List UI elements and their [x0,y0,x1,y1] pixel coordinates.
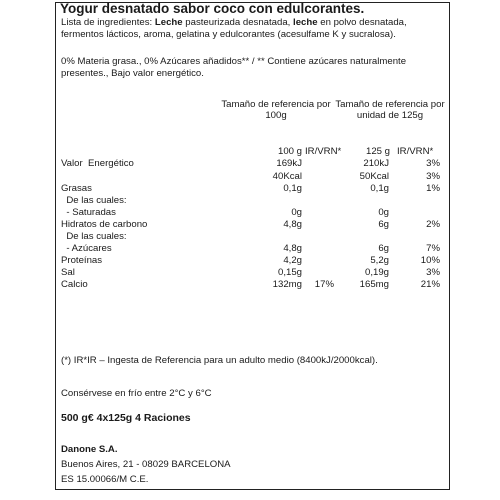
value-per-100g: 4,2g [283,255,302,266]
nutrient-label: Calcio [61,279,88,290]
value-per-100g: 0g [291,207,302,218]
nutrient-label: De las cuales: [61,195,127,206]
header-per-100g-line2: 100g [265,110,287,121]
nutrition-claims: 0% Materia grasa., 0% Azúcares añadidos** / ** Contiene azúcares naturalmente presentes., Bajo valor energético. [61,56,407,80]
company-registry: ES 15.00066/M C.E. [61,474,149,485]
nutrient-label: Hidratos de carbono [61,219,148,230]
value-per-125g: 6g [378,219,389,230]
nutrient-label: - Azúcares [61,243,112,254]
nutrient-label: De las cuales: [61,231,127,242]
ir-per-125g: 7% [426,243,440,254]
net-quantity: 500 g€ 4x125g 4 Raciones [61,412,191,424]
ir-per-125g: 1% [426,183,440,194]
subheader-125g: 125 g [365,146,390,157]
value-per-100g: 132mg [272,279,302,290]
value-per-100g: 4,8g [283,219,302,230]
value-per-125g: 0g [378,207,389,218]
storage-instructions: Consérvese en frío entre 2°C y 6°C [61,388,212,399]
value-per-100g: 169kJ [276,158,302,169]
nutrient-label: Sal [61,267,75,278]
header-per-125g-line1: Tamaño de referencia por [335,99,445,110]
value-per-125g: 50Kcal [359,171,389,182]
header-per-125g-line2: unidad de 125g [356,110,424,121]
ir-per-125g: 3% [426,158,440,169]
company-name: Danone S.A. [61,444,118,455]
ir-per-125g: 3% [426,267,440,278]
subheader-irvrn-100g: IR/VRN* [305,146,342,157]
value-per-100g: 4,8g [283,243,302,254]
value-per-125g: 5,2g [370,255,389,266]
header-per-125g [330,99,450,121]
nutrient-label: Grasas [61,183,92,194]
ir-per-125g: 3% [426,171,440,182]
ir-per-125g: 21% [420,279,440,290]
header-per-100g-line1: Tamaño de referencia por [221,99,331,110]
nutrient-label: Proteínas [61,255,103,266]
value-per-125g: 0,1g [370,183,389,194]
subheader-irvrn-125g: IR/VRN* [397,146,434,157]
ir-per-125g: 2% [426,219,440,230]
ingredients-list [61,17,445,42]
company-address: Buenos Aires, 21 - 08029 BARCELONA [61,459,231,470]
value-per-125g: 210kJ [363,158,389,169]
ir-per-100g: 17% [314,279,334,290]
value-per-125g: 0,19g [364,267,389,278]
value-per-125g: 165mg [359,279,389,290]
nutrient-label: - Saturadas [61,207,116,218]
ingredients-label: Lista de ingredientes: [61,17,155,28]
value-per-125g: 6g [378,243,389,254]
ingredients-part: pasteurizada desnatada, [182,17,294,28]
nutrient-label: Valor Energético [61,158,134,169]
header-per-100g [216,99,336,121]
product-title: Yogur desnatado sabor coco con edulcorantes. [60,1,365,16]
ir-per-125g: 10% [420,255,440,266]
ingredients-part: en polvo desnatada, fermentos lácticos, aroma, gelatina y edulcorantes (acesulfame K y sucralosa). [61,17,407,41]
subheader-100g: 100 g [277,146,302,157]
reference-footnote: (*) IR*IR – Ingesta de Referencia para un adulto medio (8400kJ/2000kcal). [61,355,378,366]
value-per-100g: 40Kcal [272,171,302,182]
ingredients-part: Leche [154,17,183,28]
value-per-100g: 0,15g [277,267,302,278]
ingredients-part: leche [293,17,318,28]
value-per-100g: 0,1g [283,183,302,194]
